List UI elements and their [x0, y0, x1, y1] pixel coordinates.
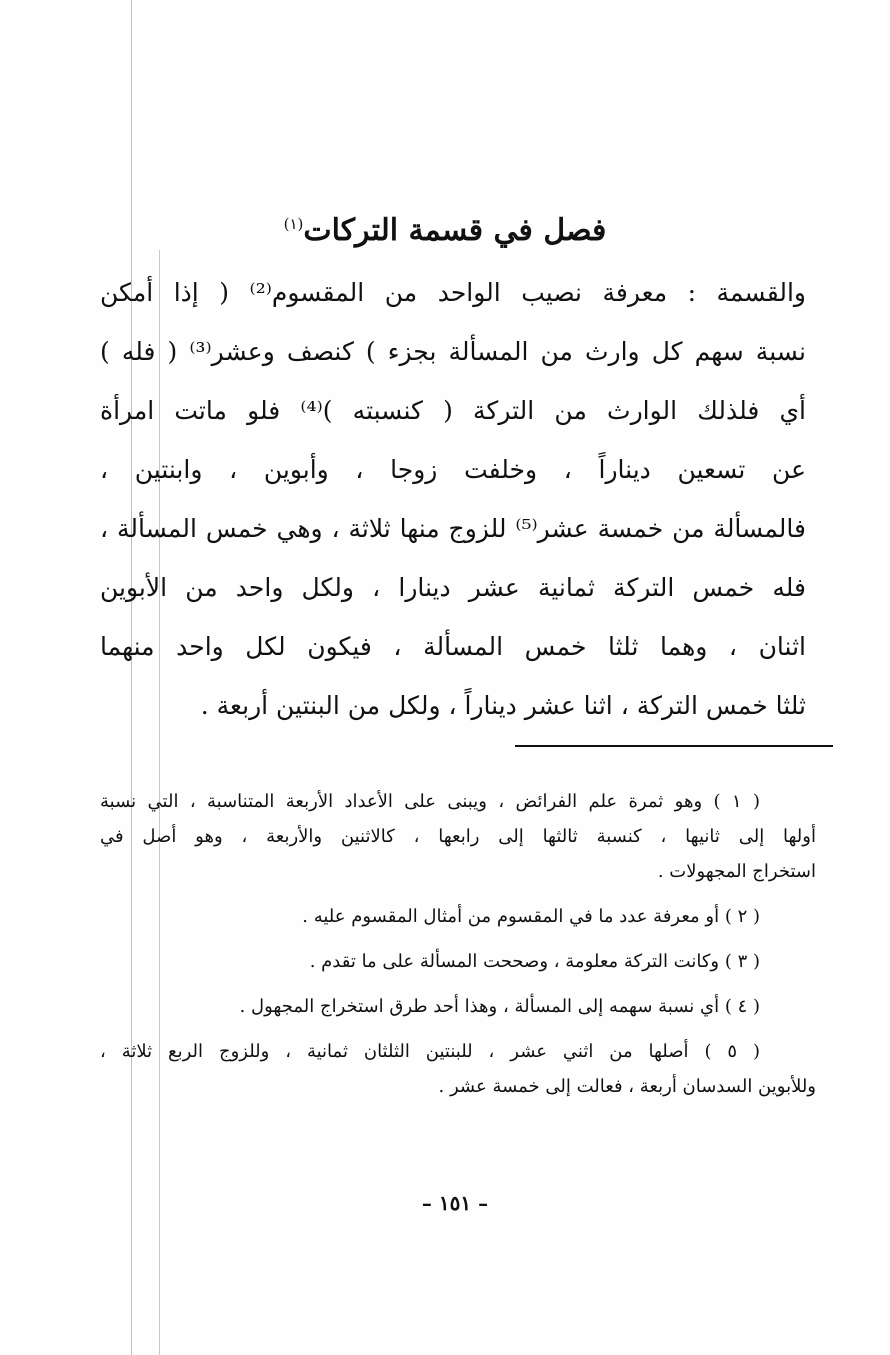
body-line-7: اثنان ، وهما ثلثا خمس المسألة ، فيكون لكل واحد منهما: [100, 632, 806, 661]
body-line-1: والقسمة : معرفة نصيب الواحد من المقسوم⁽²⁾ ( إذا أمكن: [100, 278, 807, 307]
footnote-1-line-3: استخراج المجهولات .: [657, 861, 816, 882]
footnote-5: [100, 1034, 816, 1104]
footnote-2: [100, 899, 816, 934]
body-text: [100, 263, 806, 735]
body-line-2: نسبة سهم كل وارث من المسألة بجزء ) كنصف وعشر⁽³⁾ ( فله ): [100, 337, 807, 366]
footnote-2-line-1: ( ٢ ) أو معرفة عدد ما في المقسوم من أمثال المقسوم عليه .: [302, 906, 760, 927]
body-line-4: عن تسعين ديناراً ، وخلفت زوجا ، وأبوين ، وابنتين ،: [100, 455, 806, 484]
section-title: فصل في قسمة التركات: [303, 213, 607, 248]
page-number: – ١٥١ –: [421, 1191, 489, 1215]
footnote-3: [100, 944, 816, 979]
heading-footnote-marker: (١): [283, 215, 304, 233]
footnote-4: [100, 989, 816, 1024]
section-heading: [90, 196, 800, 252]
body-line-6: فله خمس التركة ثمانية عشر دينارا ، ولكل واحد من الأبوين: [100, 573, 806, 602]
body-line-8: ثلثا خمس التركة ، اثنا عشر ديناراً ، ولكل من البنتين أربعة .: [200, 691, 806, 720]
footnote-separator: [515, 745, 833, 747]
footnote-1-line-1: ( ١ ) وهو ثمرة علم الفرائض ، ويبنى على الأعداد الأربعة المتناسبة ، التي نسبة: [100, 791, 760, 812]
body-line-5: فالمسألة من خمسة عشر⁽⁵⁾ للزوج منها ثلاثة ، وهي خمس المسألة ،: [100, 514, 806, 543]
footnote-5-line-2: وللأبوين السدسان أربعة ، فعالت إلى خمسة عشر .: [438, 1076, 816, 1097]
footnote-3-line-1: ( ٣ ) وكانت التركة معلومة ، وصححت المسألة على ما تقدم .: [309, 951, 760, 972]
footnotes: [100, 784, 816, 1114]
body-line-3: أي فلذلك الوارث من التركة ( كنسبته )⁽⁴⁾ فلو ماتت امرأة: [100, 396, 806, 425]
footnote-5-line-1: ( ٥ ) أصلها من اثني عشر ، للبنتين الثلثان ثمانية ، وللزوج الربع ثلاثة ،: [100, 1041, 760, 1062]
footnote-4-line-1: ( ٤ ) أي نسبة سهمه إلى المسألة ، وهذا أحد طرق استخراج المجهول .: [239, 996, 760, 1017]
footnote-1-line-2: أولها إلى ثانيها ، كنسبة ثالثها إلى رابعها ، كالاثنين والأربعة ، وهو أصل في: [100, 826, 816, 847]
footnote-1: [100, 784, 816, 889]
